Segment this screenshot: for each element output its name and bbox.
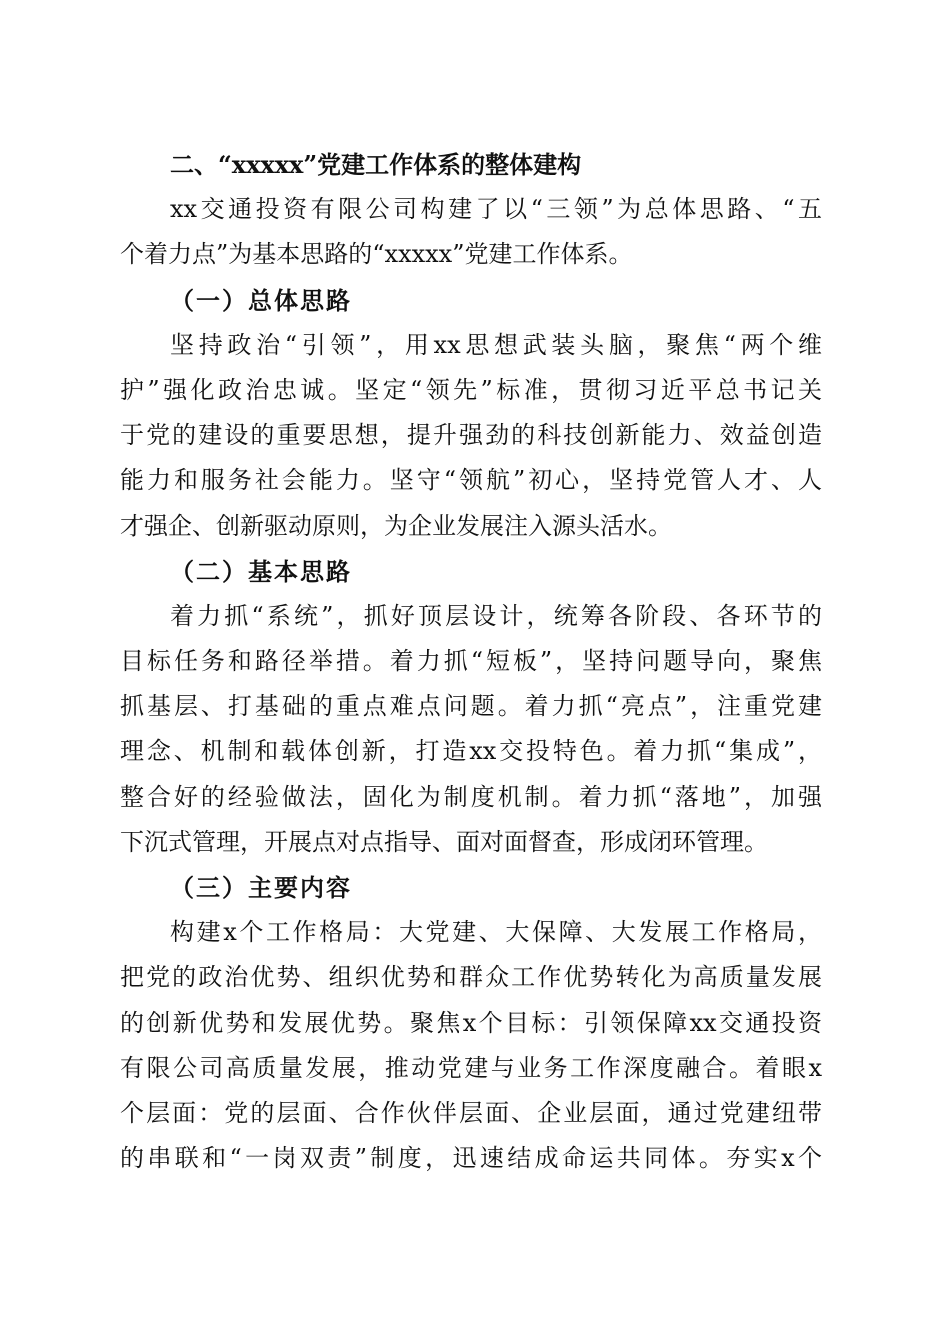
paragraph-line: 的创新优势和发展优势。聚焦x个目标：引领保障xx交通投资 [120, 1008, 822, 1037]
paragraph-line: 下沉式管理，开展点对点指导、面对面督查，形成闭环管理。 [120, 827, 768, 856]
document-body [120, 142, 822, 1181]
subheading-basic-thinking: （二）基本思路 [170, 556, 352, 586]
paragraph-line: 于党的建设的重要思想，提升强劲的科技创新能力、效益创造 [120, 421, 822, 450]
paragraph-line: 能力和服务社会能力。坚守“领航”初心，坚持党管人才、人 [120, 466, 822, 495]
paragraph-line: 把党的政治优势、组织优势和群众工作优势转化为高质量发展 [120, 963, 822, 992]
paragraph-line: 着力抓“系统”，抓好顶层设计，统筹各阶段、各环节的 [170, 601, 822, 630]
paragraph-line: 有限公司高质量发展，推动党建与业务工作深度融合。着眼x [120, 1053, 822, 1082]
paragraph-line: 护”强化政治忠诚。坚定“领先”标准，贯彻习近平总书记关 [120, 375, 822, 404]
paragraph-line: 整合好的经验做法，固化为制度机制。着力抓“落地”，加强 [120, 782, 822, 811]
paragraph-line: 个层面：党的层面、合作伙伴层面、企业层面，通过党建纽带 [120, 1098, 822, 1127]
section-heading: 二、“xxxxx”党建工作体系的整体建构 [170, 150, 582, 179]
subheading-main-content: （三）主要内容 [170, 873, 352, 902]
paragraph-line: 构建x个工作格局：大党建、大保障、大发展工作格局， [170, 918, 822, 947]
paragraph-line: 抓基层、打基础的重点难点问题。着力抓“亮点”，注重党建 [120, 692, 822, 721]
paragraph-line: 才强企、创新驱动原则，为企业发展注入源头活水。 [120, 511, 672, 540]
intro-line-2: 个着力点”为基本思路的“xxxxx”党建工作体系。 [120, 240, 633, 269]
paragraph-line: 的串联和“一岗双责”制度，迅速结成命运共同体。夯实x个 [120, 1144, 822, 1173]
intro-line-1: xx交通投资有限公司构建了以“三领”为总体思路、“五 [170, 195, 822, 224]
paragraph-line: 目标任务和路径举措。着力抓“短板”，坚持问题导向，聚焦 [120, 647, 822, 676]
paragraph-line: 理念、机制和载体创新，打造xx交投特色。着力抓“集成”， [120, 737, 822, 766]
subheading-overall-thinking: （一）总体思路 [170, 285, 352, 315]
paragraph-line: 坚持政治“引领”，用xx思想武装头脑，聚焦“两个维 [170, 330, 822, 359]
